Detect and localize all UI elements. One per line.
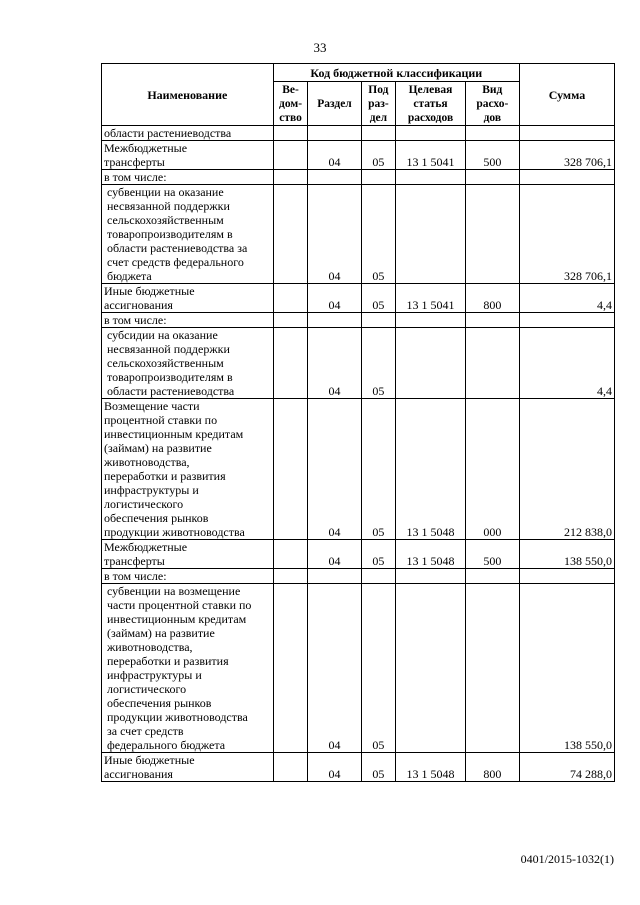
- row-name: Возмещение части процентной ставки по инвестиционным кредитам (займам) на развитие животноводства, переработки и развития инфраструктуры и логистического обеспечения рынков продукции животноводства: [102, 399, 274, 540]
- row-sum: 328 706,1: [519, 141, 614, 170]
- row-subsection: [361, 569, 396, 584]
- table-row: [102, 141, 615, 170]
- row-expense-type: 500: [465, 141, 519, 170]
- row-department: [273, 328, 308, 399]
- row-department: [273, 399, 308, 540]
- row-name: Иные бюджетные ассигнования: [102, 753, 274, 782]
- row-department: [273, 141, 308, 170]
- row-target-article: [396, 313, 465, 328]
- row-subsection: 05: [361, 141, 396, 170]
- row-expense-type: 500: [465, 540, 519, 569]
- row-section: 04: [308, 185, 361, 284]
- row-target-article: 13 1 5048: [396, 399, 465, 540]
- row-sum: 328 706,1: [519, 185, 614, 284]
- row-subsection: 05: [361, 328, 396, 399]
- row-name: области растениеводства: [102, 126, 274, 141]
- table-row: [102, 170, 615, 185]
- table-row: [102, 399, 615, 540]
- row-section: 04: [308, 584, 361, 753]
- table-row: [102, 185, 615, 284]
- row-section: 04: [308, 540, 361, 569]
- row-section: [308, 569, 361, 584]
- row-target-article: [396, 328, 465, 399]
- table-row: [102, 284, 615, 313]
- row-target-article: 13 1 5041: [396, 284, 465, 313]
- row-sum: 4,4: [519, 284, 614, 313]
- page-number: 33: [313, 40, 327, 55]
- row-department: [273, 569, 308, 584]
- row-name: в том числе:: [102, 170, 274, 185]
- header-expense-type: Вид расхо- дов: [465, 82, 519, 126]
- row-subsection: 05: [361, 753, 396, 782]
- row-sum: 74 288,0: [519, 753, 614, 782]
- row-sum: 212 838,0: [519, 399, 614, 540]
- row-department: [273, 185, 308, 284]
- row-expense-type: 000: [465, 399, 519, 540]
- document-code: 0401/2015-1032(1): [520, 852, 614, 866]
- row-section: 04: [308, 753, 361, 782]
- row-target-article: [396, 185, 465, 284]
- row-name: субсидии на оказание несвязанной поддержки сельскохозяйственным товаропроизводителям в области растениеводства: [102, 328, 274, 399]
- row-subsection: [361, 126, 396, 141]
- row-section: [308, 126, 361, 141]
- row-expense-type: [465, 584, 519, 753]
- row-sum: 138 550,0: [519, 584, 614, 753]
- row-name: Иные бюджетные ассигнования: [102, 284, 274, 313]
- row-expense-type: [465, 170, 519, 185]
- row-subsection: 05: [361, 284, 396, 313]
- table-row: [102, 313, 615, 328]
- row-sum: 138 550,0: [519, 540, 614, 569]
- row-sum: [519, 126, 614, 141]
- table-row: [102, 753, 615, 782]
- row-section: [308, 313, 361, 328]
- row-subsection: 05: [361, 399, 396, 540]
- header-department: Ве- дом- ство: [273, 82, 308, 126]
- row-sum: [519, 569, 614, 584]
- row-sum: [519, 170, 614, 185]
- row-subsection: 05: [361, 540, 396, 569]
- header-target-article: Целевая статья расходов: [396, 82, 465, 126]
- row-expense-type: [465, 313, 519, 328]
- row-target-article: 13 1 5041: [396, 141, 465, 170]
- row-section: 04: [308, 328, 361, 399]
- row-name: в том числе:: [102, 569, 274, 584]
- row-section: 04: [308, 399, 361, 540]
- row-department: [273, 284, 308, 313]
- row-department: [273, 126, 308, 141]
- row-sum: [519, 313, 614, 328]
- table-row: [102, 540, 615, 569]
- row-section: [308, 170, 361, 185]
- row-expense-type: [465, 569, 519, 584]
- row-expense-type: [465, 185, 519, 284]
- header-sum: Сумма: [519, 64, 614, 126]
- budget-table: [101, 63, 615, 782]
- row-section: 04: [308, 284, 361, 313]
- row-department: [273, 313, 308, 328]
- row-target-article: [396, 569, 465, 584]
- header-subsection: Под раз- дел: [361, 82, 396, 126]
- row-department: [273, 753, 308, 782]
- row-department: [273, 170, 308, 185]
- row-section: 04: [308, 141, 361, 170]
- row-target-article: 13 1 5048: [396, 753, 465, 782]
- row-subsection: 05: [361, 584, 396, 753]
- header-name: Наименование: [102, 64, 274, 126]
- row-name: Межбюджетные трансферты: [102, 540, 274, 569]
- row-expense-type: [465, 126, 519, 141]
- row-sum: 4,4: [519, 328, 614, 399]
- row-target-article: [396, 584, 465, 753]
- table-row: [102, 126, 615, 141]
- row-expense-type: 800: [465, 284, 519, 313]
- row-subsection: 05: [361, 185, 396, 284]
- row-subsection: [361, 170, 396, 185]
- row-name: в том числе:: [102, 313, 274, 328]
- header-section: Раздел: [308, 82, 361, 126]
- row-target-article: [396, 170, 465, 185]
- row-name: субвенции на возмещение части процентной ставки по инвестиционным кредитам (займам) на развитие животноводства, переработки и развития инфраструктуры и логистического обеспечения рынков продукции животноводства за счет средств федерального бюджета: [102, 584, 274, 753]
- row-target-article: [396, 126, 465, 141]
- row-expense-type: 800: [465, 753, 519, 782]
- table-row: [102, 569, 615, 584]
- row-target-article: 13 1 5048: [396, 540, 465, 569]
- row-expense-type: [465, 328, 519, 399]
- row-department: [273, 584, 308, 753]
- table-row: [102, 328, 615, 399]
- row-name: Межбюджетные трансферты: [102, 141, 274, 170]
- row-department: [273, 540, 308, 569]
- table-row: [102, 584, 615, 753]
- row-subsection: [361, 313, 396, 328]
- row-name: субвенции на оказание несвязанной поддержки сельскохозяйственным товаропроизводителям в области растениеводства за счет средств федерального бюджета: [102, 185, 274, 284]
- header-code-group: Код бюджетной классификации: [273, 64, 519, 82]
